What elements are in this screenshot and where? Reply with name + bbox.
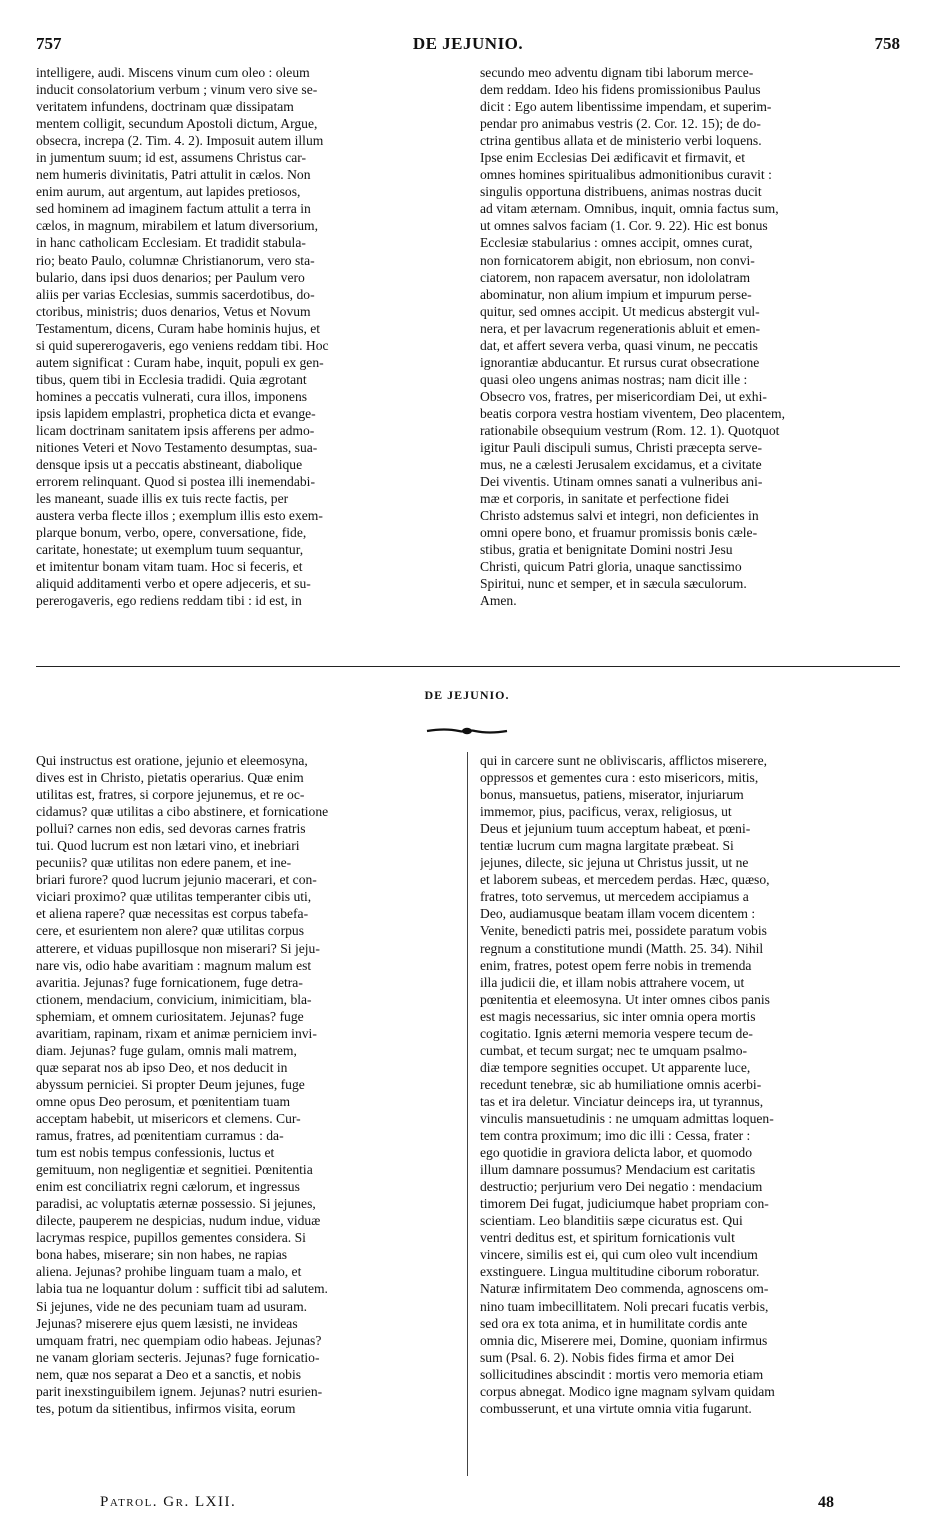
text-line: labia tua ne loquantur dolum : sufficit tibi ad salutem.	[36, 1281, 328, 1297]
text-line: qui in carcere sunt ne obliviscaris, afflictos miserere,	[480, 753, 768, 768]
text-line: Jejunas? miserere ejus quem læsisti, ne invideas	[36, 1315, 298, 1331]
text-line: omnia dic, Miserere mei, Domine, quoniam infirmus	[480, 1332, 768, 1348]
text-line: dem reddam. Ideo his fidens promissionibus Paulus	[480, 82, 761, 98]
text-line: in jumentum suum; id est, assumens Christus car-	[36, 150, 307, 166]
text-line: cere, et esurientem non alere? quæ utilitas corpus	[36, 923, 304, 939]
text-line: Deus et jejunium tuum acceptum habeat, et pœni-	[480, 821, 751, 837]
text-line: diæ tempore segnities occupet. Ut apparente luce,	[480, 1059, 751, 1075]
text-line: diam. Jejunas? fuge gulam, omnis mali matrem,	[36, 1042, 297, 1058]
text-line: et laborem subeas, et mercedem perdas. Hæc, quæso,	[480, 872, 770, 888]
text-line: cidamus? quæ utilitas a cibo abstinere, et fornicatione	[36, 804, 329, 820]
text-line: pererogaveris, ego rediens reddam tibi : id est, in	[36, 593, 302, 609]
text-line: non fornicatorem abigit, non ebriosum, non convi-	[480, 252, 755, 268]
text-line: inducit consolatorium verbum ; vinum vero sive se-	[36, 82, 318, 98]
text-line: Christo adstemus salvi et integri, non deficientes in	[480, 508, 759, 524]
page-footer	[100, 1494, 834, 1518]
text-line: bona habes, miserare; sin non habes, ne rapias	[36, 1247, 288, 1263]
text-line: rationabile obsequium vestrum (Rom. 12. 1). Quotquot	[480, 422, 780, 438]
text-line: errorem relinquant. Quod si postea illi inemendabi-	[36, 474, 315, 490]
text-line: umquam fratri, nec quempiam odio habeas. Jejunas?	[36, 1332, 322, 1348]
text-line: enim aurum, aut argentum, aut lapides pretiosos,	[36, 184, 301, 200]
text-line: ctrina gentibus allata et de ministerio verbi loquens.	[480, 133, 762, 149]
text-line: mentem colligit, secundum Apostoli dictum, Argue,	[36, 116, 318, 132]
text-line: paradisi, ac voluptatis æternæ possessio. Si jejunes,	[36, 1196, 316, 1212]
text-line: Testamentum, dicens, Curam habe hominis hujus, et	[36, 320, 321, 336]
text-line: oppressos et gementes cura : esto misericors, mitis,	[480, 770, 759, 786]
text-line: abyssum perniciei. Si propter Deum jejunes, fuge	[36, 1076, 305, 1092]
text-line: pecuniis? quæ utilitas non edere panem, et ine-	[36, 855, 292, 871]
text-line: mus, ne a cælesti Jerusalem excidamus, et a civitate	[480, 457, 762, 473]
text-line: homines a peccatis vulnerati, cura illos, imponens	[36, 388, 308, 404]
text-line: ventri deditus est, et spiritum fornicationis vult	[480, 1230, 735, 1246]
text-line: pollui? carnes non edis, sed devoras carnes fratris	[36, 821, 306, 837]
text-line: quæ separat nos ab ipso Deo, et nos deducit in	[36, 1059, 288, 1075]
text-line: acceptam habebit, ut misericors et clemens. Cur-	[36, 1110, 301, 1126]
text-line: ut omnes salvos faciam (1. Cor. 9. 22). Hic est bonus	[480, 218, 768, 234]
text-line: Dei viventis. Utinam omnes sanati a vulneribus ani-	[480, 474, 763, 490]
text-line: Spiritui, nunc et semper, et in sæcula sæculorum.	[480, 576, 747, 592]
text-line: immemor, pius, pacificus, verax, religiosus, ut	[480, 804, 732, 820]
text-line: nitiones Veteri et Novo Testamento desumptas, sua-	[36, 440, 318, 456]
text-line: timorem Dei fugat, judiciumque habet propriam con-	[480, 1196, 769, 1212]
column-bottom-left	[36, 752, 454, 1417]
text-line: enim est conciliatrix regni cælorum, et ingressus	[36, 1179, 300, 1195]
column-bottom-right	[480, 752, 898, 1417]
text-line: parit inexstinguibilem ignem. Jejunas? nutri esurien-	[36, 1383, 323, 1399]
text-line: ctoribus, ministris; duos denarios, Vetus et Novum	[36, 303, 311, 319]
text-line: densque ipsis ut a peccatis abstineant, diabolique	[36, 457, 303, 473]
text-line: destructio; perjurium vero Dei negatio : mendacium	[480, 1179, 763, 1195]
text-line: Ipse enim Ecclesias Dei ædificavit et firmavit, et	[480, 150, 745, 166]
text-line: bulario, dans ipsi duos denarios; per Paulum vero	[36, 269, 305, 285]
text-line: plarque bonum, verbo, opere, conversatione, fide,	[36, 525, 307, 541]
text-line: caritate, honestate; ut exemplum tuum sequantur,	[36, 542, 304, 558]
text-line: sum (Psal. 6. 2). Nobis fides firma et amor Dei	[480, 1349, 735, 1365]
text-line: cumbat, et tecum surgat; nec te umquam psalmo-	[480, 1042, 748, 1058]
text-line: quasi oleo ungens animas nostras; nam dicit ille :	[480, 371, 748, 387]
text-line: gemituum, non negligentiæ et segnitiei. Pœnitentia	[36, 1162, 313, 1178]
running-title: DE JEJUNIO.	[412, 34, 524, 53]
text-line: aliis per varias Ecclesias, summis sacerdotibus, do-	[36, 286, 315, 302]
text-line: ipsis lapidem emplastri, prophetica dicta et evange-	[36, 405, 316, 421]
text-line: dilecte, pauperem ne despicias, nudum indue, viduæ	[36, 1213, 321, 1229]
signature-mark: 48	[818, 1494, 834, 1511]
text-line: recedunt tenebræ, sic ab humiliatione omnis acerbi-	[480, 1076, 762, 1092]
text-line: combusserunt, et una virtute omnia vitia fugarunt.	[480, 1400, 752, 1416]
section-title: DE JEJUNIO.	[424, 688, 510, 702]
text-line: quitur, sed omnes accipit. Ut medicus abstergit vul-	[480, 303, 760, 319]
text-line: bonus, mansuetus, patiens, miserator, injuriarum	[480, 787, 744, 803]
text-line: omne opus Deo perosum, et pœnitentiam tuam	[36, 1093, 291, 1109]
text-line: est magis necessarius, sic inter omnia opera mortis	[480, 1008, 756, 1024]
text-line: ciatorem, non rapacem aversatur, non idololatram	[480, 269, 751, 285]
text-line: singulis opportuna distribuens, animas nostras ducit	[480, 184, 762, 200]
text-line: tes, potum da sitientibus, infirmos visita, eorum	[36, 1400, 296, 1416]
text-line: briari furore? quod lucrum jejunio macerari, et con-	[36, 872, 317, 888]
text-line: ego quotidie in graviora delicta labor, et quomodo	[480, 1145, 753, 1161]
text-line: cogitatio. Ignis æterni memoria vespere tecum de-	[480, 1025, 753, 1041]
text-line: scientiam. Leo blanditiis sæpe cicuratus est. Qui	[480, 1213, 743, 1229]
text-line: et imitentur bonam vitam tuam. Hoc si feceris, et	[36, 559, 303, 575]
text-line: sed ora ex tota anima, et in humilitate cordis ante	[480, 1315, 748, 1331]
text-line: stibus, gratia et benignitate Domini nostri Jesu	[480, 542, 733, 558]
text-line: nino tuam imbecillitatem. Noli precari fucatis verbis,	[480, 1298, 769, 1314]
text-line: ctionem, mendacium, convicium, inimicitiam, bla-	[36, 991, 312, 1007]
text-line: tentiæ lucrum cum magna largitate præbeat. Si	[480, 838, 734, 854]
text-line: illum damnare possumus? Mendacium est caritatis	[480, 1162, 756, 1178]
column-top-left	[36, 64, 454, 610]
text-line: Obsecro vos, fratres, per misericordiam Dei, ut exhi-	[480, 388, 767, 404]
text-line: austera verba flecte illos ; exemplum illis esto exem-	[36, 508, 323, 524]
text-line: sed hominem ad imaginem factum attulit a terra in	[36, 201, 311, 217]
text-line: avaritiam, rapinam, rixam et animæ perniciem invi-	[36, 1025, 317, 1041]
text-line: sollicitudines abscindit : mortis vero memoria etiam	[480, 1366, 764, 1382]
text-line: utilitas est, fratres, si corpore jejunemus, et re oc-	[36, 787, 305, 803]
text-line: secundo meo adventu dignam tibi laborum merce-	[480, 65, 754, 80]
text-line: ne vanam gloriam secteris. Jejunas? fuge fornicatio-	[36, 1349, 320, 1365]
ornament-icon	[425, 726, 509, 736]
text-line: les maneant, suade illis ex tuis recte factis, per	[36, 491, 289, 507]
text-line: tibus, quem tibi in Ecclesia tradidi. Quia ægrotant	[36, 371, 307, 387]
text-line: et aliena rapere? quæ necessitas est corpus tabefa-	[36, 906, 309, 922]
text-line: Si jejunes, vide ne des pecuniam tuam ad usuram.	[36, 1298, 308, 1314]
text-line: obsecra, increpa (2. Tim. 4. 2). Imposuit autem illum	[36, 133, 324, 149]
text-line: nera, et per lavacrum regenerationis abluit et emen-	[480, 320, 761, 336]
running-header	[36, 34, 900, 58]
text-line: Deo, audiamusque beatam illam vocem dicentem :	[480, 906, 756, 922]
text-line: Christi, quicum Patri gloria, unaque sanctissimo	[480, 559, 742, 575]
text-line: corpus abnegat. Modico igne magnam sylvam quidam	[480, 1383, 775, 1399]
page-number-right: 758	[874, 34, 900, 53]
text-line: ad vitam æternam. Omnibus, inquit, omnia factus sum,	[480, 201, 779, 217]
text-line: si quid supererogaveris, ego veniens reddam tibi. Hoc	[36, 337, 329, 353]
page-number-left: 757	[36, 34, 62, 53]
text-line: nem humeris divinitatis, Patri attulit in cælos. Non	[36, 167, 311, 183]
text-line: nare vis, odio habe avaritiam : magnum malum est	[36, 957, 312, 973]
text-line: tui. Quod lucrum est non lætari vino, et inebriari	[36, 838, 300, 854]
text-line: lacrymas respice, pupillos gementes considera. Si	[36, 1230, 306, 1246]
text-line: Qui instructus est oratione, jejunio et eleemosyna,	[36, 753, 308, 768]
text-line: aliena. Jejunas? prohibe linguam tuam a malo, et	[36, 1264, 302, 1280]
text-line: pœnitentia et eleemosyna. Ut inter omnes cibos panis	[480, 991, 770, 1007]
text-line: autem significat : Curam habe, inquit, populi ex gen-	[36, 354, 324, 370]
text-line: licam doctrinam sanitatem ipsis afferens per admo-	[36, 422, 315, 438]
text-line: illa judicii die, et illam nobis attrahere vocem, ut	[480, 974, 745, 990]
text-line: dicit : Ego autem libentissime impendam, et superim-	[480, 99, 772, 115]
text-line: igitur Pauli discipuli sumus, Christi præcepta serve-	[480, 440, 763, 456]
text-line: Naturæ infirmitatem Deo commenda, agnoscens om-	[480, 1281, 769, 1297]
text-line: regnum a constitutione mundi (Matth. 25. 34). Nihil	[480, 940, 764, 956]
text-line: pendar pro animabus vestris (2. Cor. 12. 15); de do-	[480, 116, 761, 132]
text-line: ignorantiæ abducantur. Et rursus curat obsecratione	[480, 354, 760, 370]
text-line: omni opere bono, et fruamur promissis bonis cæle-	[480, 525, 758, 541]
text-line: Amen.	[480, 593, 517, 609]
section-divider	[36, 666, 900, 667]
text-line: jejunes, dilecte, sic jejuna ut Christus jussit, ut ne	[480, 855, 749, 871]
text-line: beatis corpora vestra hostiam viventem, Deo placentem,	[480, 405, 785, 421]
text-line: vinculis mansuetudinis : ne umquam admittas loquen-	[480, 1110, 774, 1126]
text-line: cælos, in magnum, mirabilem et latum diversorium,	[36, 218, 319, 234]
text-line: enim, fratres, potest opem ferre nobis in tremenda	[480, 957, 752, 973]
text-line: mæ et corporis, in sanitate et perfectione fidei	[480, 491, 730, 507]
text-line: atterere, et viduas pupillosque non miserari? Si jeju-	[36, 940, 320, 956]
text-line: Ecclesiæ stabularius : omnes accipit, omnes curat,	[480, 235, 753, 251]
text-line: aliquid additamenti verbo et opere adjeceris, et su-	[36, 576, 311, 592]
column-top-right	[480, 64, 898, 610]
text-line: rio; beato Paulo, columnæ Christianorum, vero sta-	[36, 252, 315, 268]
text-line: abominatur, non alium impium et impurum perse-	[480, 286, 752, 302]
text-line: avaritia. Jejunas? fuge fornicationem, fuge detra-	[36, 974, 303, 990]
text-line: ramus, fratres, ad pœnitentiam curramus : da-	[36, 1128, 284, 1144]
text-line: vincere, similis est ei, qui cum oleo vult incendium	[480, 1247, 758, 1263]
text-line: tem contra proximum; imo dic illi : Cessa, frater :	[480, 1128, 751, 1144]
text-line: in hanc catholicam Ecclesiam. Et tradidit stabula-	[36, 235, 306, 251]
text-line: intelligere, audi. Miscens vinum cum oleo : oleum	[36, 65, 310, 80]
text-line: dat, et affert severa verba, quasi vinum, ne peccatis	[480, 337, 758, 353]
text-line: nem, quæ nos separat a Deo et a sanctis, et nobis	[36, 1366, 302, 1382]
text-line: exstinguere. Lingua multitudine ciborum roboratur.	[480, 1264, 760, 1280]
text-line: viciari proximo? quæ utilitas temperanter cibis uti,	[36, 889, 312, 905]
text-line: Venite, benedicti patris mei, possidete paratum vobis	[480, 923, 767, 939]
text-line: veritatem infundens, doctrinam quæ dissipatam	[36, 99, 294, 115]
text-line: dives est in Christo, pietatis operarius. Quæ enim	[36, 770, 304, 786]
text-line: tum est nobis tempus confessionis, luctus et	[36, 1145, 275, 1161]
text-line: tas et ira deletur. Vinciatur deinceps ira, ut tyrannus,	[480, 1093, 764, 1109]
column-separator	[467, 752, 468, 1476]
text-line: omnes homines spiritualibus admonitionibus curavit :	[480, 167, 772, 183]
text-line: fratres, toto servemus, ut mercedem accipiamus a	[480, 889, 749, 905]
text-line: sphemiam, et omnem curiositatem. Jejunas? fuge	[36, 1008, 304, 1024]
series-label: Patrol. Gr. LXII.	[100, 1494, 237, 1510]
